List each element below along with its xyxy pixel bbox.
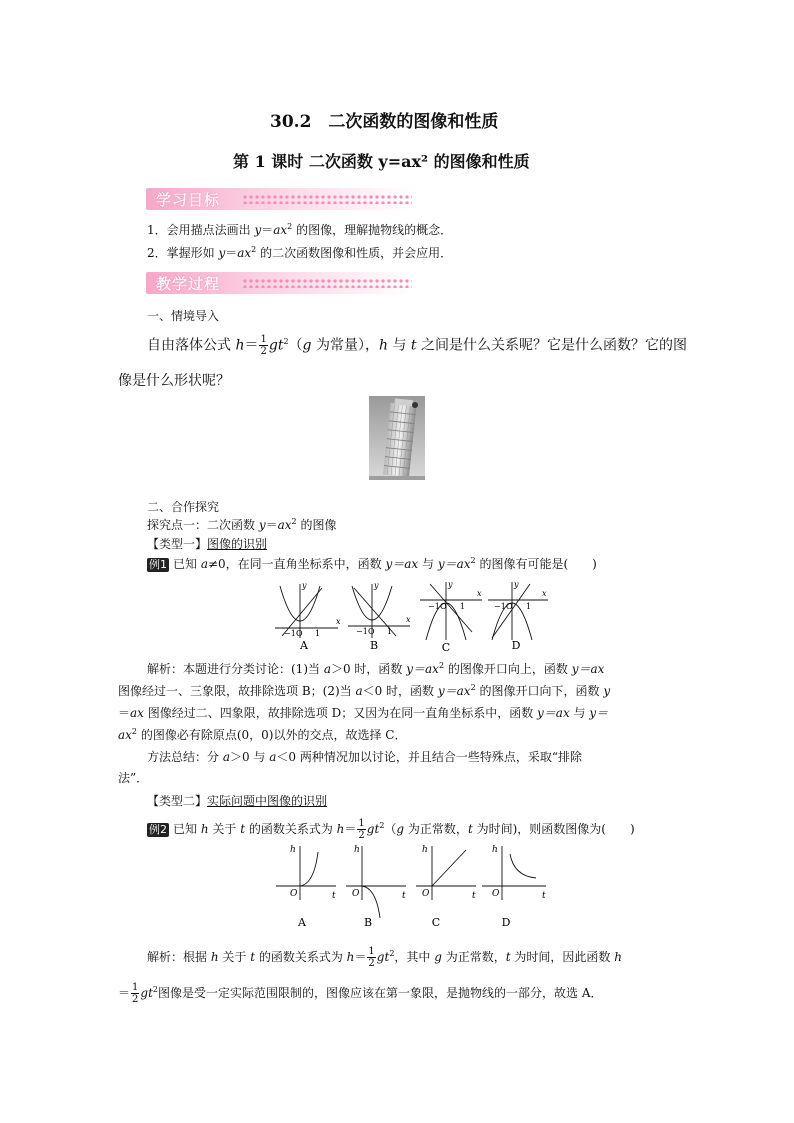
text: ＞0 时，函数 (330, 662, 407, 676)
intro-var: g (302, 337, 312, 354)
goal-text: 的二次函数图像和性质，并会应用． (256, 246, 453, 260)
var: g (396, 822, 405, 836)
superscript: 2 (470, 556, 476, 565)
text: ＝ (118, 986, 131, 1000)
example-badge: 例1 (149, 558, 167, 571)
var: a (269, 750, 277, 764)
axis-x: x (406, 615, 411, 624)
var: y＝ax (385, 557, 419, 571)
tick-1: 1 (460, 602, 466, 611)
text: ＝ (265, 518, 278, 532)
goal-text: 1．会用描点法画出 (147, 223, 255, 237)
section2-heading: 二、合作探究 (147, 500, 220, 514)
var: a (222, 750, 230, 764)
tick-m1: −1 (284, 629, 296, 638)
goal-var: y (254, 223, 262, 237)
goal-text: ＝ (225, 246, 238, 260)
text: ＜0 时，函数 (362, 684, 438, 698)
text: 解析：本题进行分类讨论：(1)当 (147, 662, 324, 676)
intro-text: 为常量）， (311, 337, 379, 354)
option-label-d: D (501, 916, 511, 929)
var: y＝ax (437, 557, 471, 571)
axis-y: y (374, 581, 379, 590)
var: y (258, 518, 266, 532)
text: 为正常数， (441, 950, 506, 964)
goal-var: y (218, 246, 226, 260)
text: 探究点一：二次函数 (147, 518, 259, 532)
var: gt (376, 950, 390, 964)
superscript: 2 (389, 949, 395, 958)
intro-text: ＝ (244, 337, 259, 354)
intro-line-2: 像是什么形状呢？ (118, 373, 230, 389)
var: a (200, 557, 208, 571)
text: 图像是受一定实际范围限制的，图像应该在第一象限，是抛物线的一部分，故选 A． (158, 986, 603, 1000)
text: ＝ (344, 822, 357, 836)
var: h (210, 950, 219, 964)
text: 解析：根据 (147, 950, 211, 964)
text: 图像经过二、四象限，故排除选项 D；又因为在同一直角坐标系中，函数 (143, 706, 538, 720)
page-title: 30.2 二次函数的图像和性质 (270, 112, 499, 132)
option-label-c: C (431, 916, 441, 929)
solution-2-line-1 (147, 946, 622, 969)
axis-o: O (422, 889, 430, 899)
graph-option-b (346, 846, 406, 918)
text: 的图像必有除原点(0，0)以外的交点，故选择 C． (137, 728, 407, 742)
axis-o: O (492, 889, 500, 899)
fraction-half (131, 982, 139, 1005)
axis-x: x (477, 589, 482, 598)
frac-den: 2 (368, 958, 375, 969)
frac-den: 2 (358, 830, 365, 841)
axis-t: t (472, 891, 476, 901)
text: 的函数关系式为 (255, 950, 347, 964)
method-summary-line-2: 法”． (118, 771, 149, 785)
tick-m1: −1 (356, 627, 368, 636)
example-1-question (147, 555, 597, 572)
axis-o: O (290, 889, 298, 899)
fraction-half (259, 334, 267, 357)
frac-den: 2 (260, 346, 267, 357)
option-label-c: C (441, 641, 451, 654)
process-banner-label: 教学过程 (156, 275, 221, 293)
text: 已知 (173, 822, 201, 836)
text: （ (384, 822, 397, 836)
option-label-b: B (369, 639, 379, 652)
solution-2-line-2 (118, 982, 602, 1005)
frac-num: 1 (358, 818, 365, 829)
text: ＝ (118, 706, 131, 720)
example-badge: 例2 (149, 823, 167, 836)
text: 与 (569, 706, 590, 720)
text: 为时间，因此函数 (510, 950, 615, 964)
tick-o: O (506, 602, 513, 611)
var: gt (366, 822, 380, 836)
type-bracket: 【类型一】 (147, 537, 208, 551)
text: 图像经过一、三象限，故排除选项 B；(2)当 (118, 684, 356, 698)
tick-1: 1 (526, 602, 532, 611)
goal-var: ax (273, 223, 288, 237)
superscript: 2 (470, 683, 476, 692)
text: ＝ (354, 950, 367, 964)
graph-option-d (488, 582, 548, 640)
intro-text: 之间是什么关系呢？它是什么函数？它的图 (416, 337, 687, 354)
var: ax (130, 706, 144, 720)
goal-item-2 (147, 244, 452, 261)
graph-option-a (276, 846, 336, 900)
leaning-tower-image (369, 396, 425, 480)
frac-num: 1 (260, 334, 267, 345)
text: 的图像开口向上，函数 (444, 662, 572, 676)
solution-1-line-2 (118, 682, 610, 699)
axis-t: t (332, 891, 336, 901)
tick-1: 1 (387, 627, 393, 636)
text: ＜0 两种情况加以讨论，并且结合一些特殊点，采取“排除 (276, 750, 582, 764)
axis-o: O (352, 889, 360, 899)
text: 关于 (218, 950, 251, 964)
example-1-graphs (270, 578, 560, 654)
frac-den: 2 (132, 994, 139, 1005)
axis-y: y (514, 580, 519, 589)
text: ，其中 (394, 950, 435, 964)
var: y＝ (589, 706, 609, 720)
type1-heading (147, 535, 267, 552)
type2-heading (147, 792, 327, 809)
option-label-a: A (300, 639, 308, 652)
goals-banner (146, 188, 416, 210)
var: y (603, 684, 611, 698)
intro-text: 自由落体公式 (147, 337, 236, 354)
var: h (200, 822, 209, 836)
text: 的图像 (296, 518, 337, 532)
var: y＝ax (537, 706, 570, 720)
text: 已知 (173, 557, 201, 571)
axis-h: h (290, 845, 296, 855)
text: 的图像开口向下，函数 (475, 684, 604, 698)
text: 为时间)，则函数图像为( ) (472, 822, 635, 836)
intro-var: gt (268, 337, 284, 354)
var: y＝ax (406, 662, 439, 676)
var: a (355, 684, 363, 698)
fraction-half (357, 818, 365, 841)
superscript: 2 (152, 985, 158, 994)
var: h (346, 950, 355, 964)
goal-var: ax (237, 246, 252, 260)
text: 方法总结：分 (147, 750, 223, 764)
superscript: 2 (283, 336, 289, 346)
tick-m1: −1 (494, 602, 506, 611)
text: 的图像有可能是( ) (475, 557, 597, 571)
intro-text: 与 (388, 337, 411, 354)
axis-h: h (422, 845, 428, 855)
var: ax (277, 518, 292, 532)
goal-text: 2．掌握形如 (147, 246, 219, 260)
axis-h: h (492, 845, 498, 855)
fraction-half (367, 946, 375, 969)
var: a (323, 662, 331, 676)
example-2-question (147, 818, 635, 841)
tick-1: 1 (315, 629, 321, 638)
var: h (336, 822, 345, 836)
goal-item-1 (147, 221, 452, 238)
axis-y: y (448, 580, 453, 589)
axis-h: h (354, 845, 360, 855)
text: ＞0 与 (229, 750, 270, 764)
text: ≠0，在同一直角坐标系中，函数 (207, 557, 386, 571)
tick-m1: −1 (428, 602, 440, 611)
var: t (240, 822, 246, 836)
intro-text: （ (288, 337, 303, 354)
process-banner (146, 272, 416, 294)
text: 的函数关系式为 (245, 822, 337, 836)
section1-heading: 一、情境导入 (147, 309, 220, 323)
type-title: 实际问题中图像的识别 (207, 794, 328, 808)
superscript: 2 (131, 727, 138, 736)
superscript: 2 (438, 661, 445, 670)
goal-text: 的图像，理解抛物线的概念． (292, 223, 453, 237)
lesson-subtitle: 第 1 课时 二次函数 y=ax² 的图像和性质 (233, 152, 530, 171)
axis-x: x (336, 617, 341, 626)
superscript: 2 (291, 517, 297, 526)
axis-x: x (542, 589, 547, 598)
var: t (505, 950, 511, 964)
graph-option-c (420, 582, 482, 640)
var: t (250, 950, 256, 964)
superscript: 2 (379, 821, 385, 830)
goal-text: ＝ (261, 223, 274, 237)
intro-line-1 (147, 334, 687, 357)
option-label-d: D (511, 639, 521, 652)
solution-1-line-3 (118, 704, 608, 721)
var: t (467, 822, 473, 836)
option-label-a: A (298, 916, 306, 929)
frac-num: 1 (368, 946, 375, 957)
type-bracket: 【类型二】 (147, 794, 208, 808)
var: h (614, 950, 622, 964)
var: y＝ax (437, 684, 471, 698)
solution-1-line-1 (147, 660, 604, 677)
type-title: 图像的识别 (207, 537, 268, 551)
tick-o: O (440, 602, 447, 611)
superscript: 2 (251, 245, 257, 254)
option-label-b: B (363, 916, 373, 929)
superscript: 2 (287, 222, 293, 231)
var: gt (140, 986, 153, 1000)
goals-banner-label: 学习目标 (156, 191, 221, 209)
text: 为正常数， (404, 822, 468, 836)
var: y＝ax (571, 662, 605, 676)
tick-o: O (368, 627, 375, 636)
intro-var: h (235, 337, 245, 354)
text: 与 (418, 557, 438, 571)
var: ax (118, 728, 132, 742)
method-summary-line-1 (147, 748, 582, 765)
explore-point-1 (147, 516, 336, 533)
example-2-graphs (270, 842, 560, 932)
var: g (434, 950, 442, 964)
solution-1-line-4 (118, 726, 406, 743)
axis-y: y (302, 581, 307, 590)
intro-var: t (410, 337, 417, 354)
text: 关于 (208, 822, 241, 836)
intro-var: h (378, 337, 388, 354)
axis-t: t (402, 891, 406, 901)
frac-num: 1 (132, 982, 139, 993)
axis-t: t (542, 891, 546, 901)
tick-o: O (296, 629, 303, 638)
